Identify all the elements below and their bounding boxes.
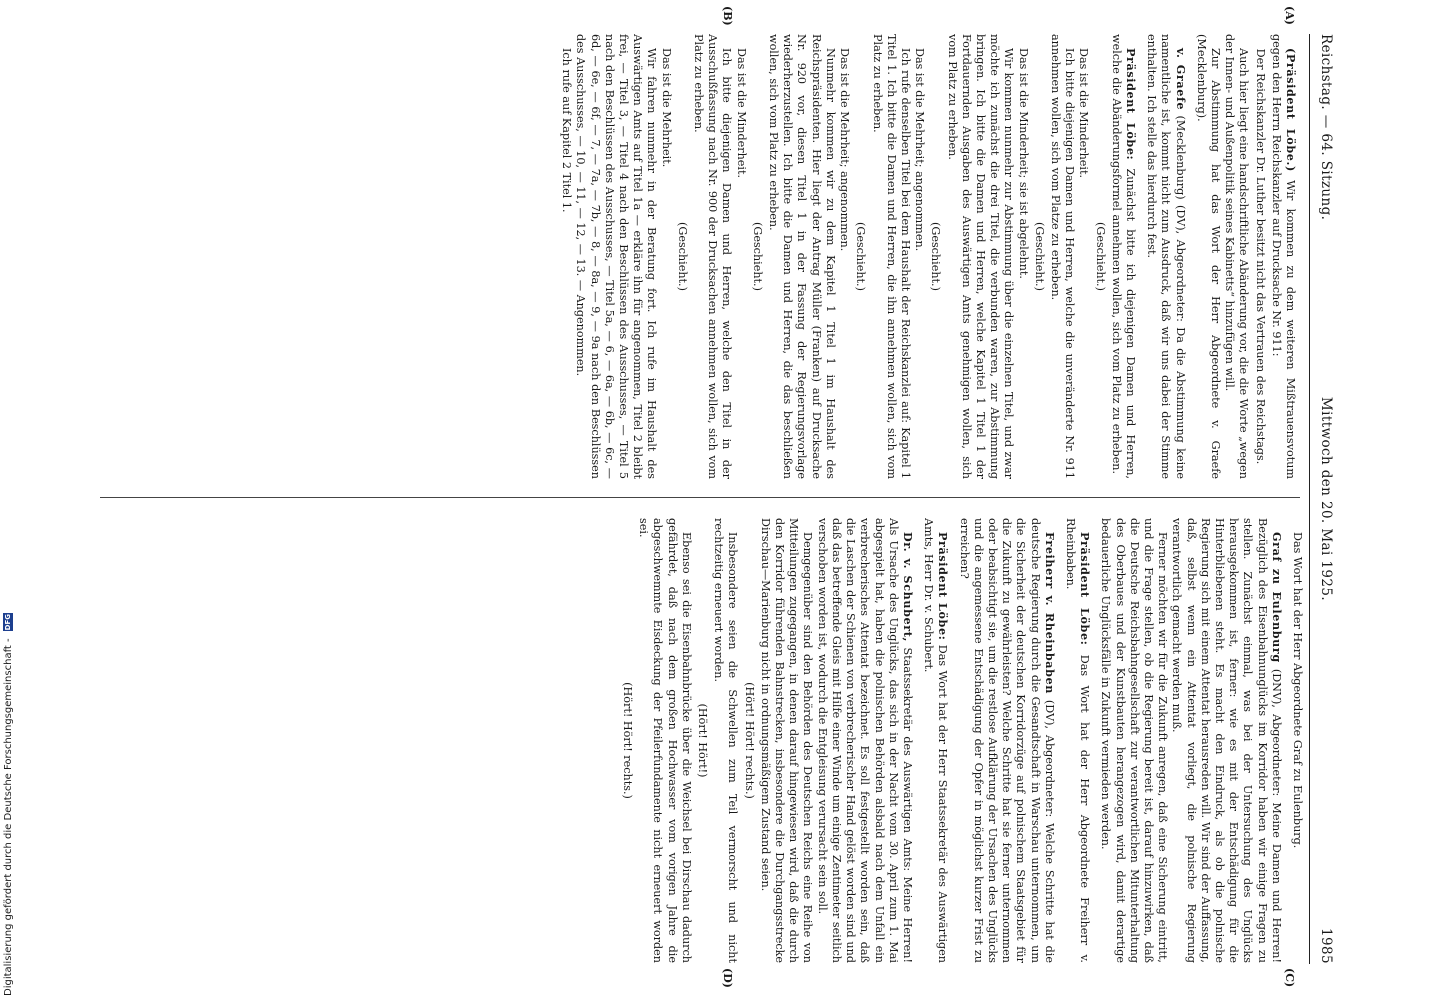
paragraph (1269, 34, 1298, 479)
header-date: Mittwoch den 20. Mai 1925. (1318, 396, 1334, 602)
paragraph-text: Wir kommen zu dem weiteren Mißtrauensvotum gegen den Herrn Reichskanzler auf Drucksache Nr. 911: (1269, 34, 1297, 479)
paragraph (733, 34, 747, 479)
paragraph (837, 34, 851, 479)
paragraph (1098, 518, 1169, 963)
speaker-name: Dr. v. Schubert, (900, 532, 915, 643)
speaker-name: (Präsident Löbe.) (1284, 48, 1298, 172)
paragraph (869, 34, 912, 479)
paragraph-text: Wir fahren nunmehr in der Beratung fort. Ich rufe im Haushalt des Auswärtigen Amts auf Titel 1a — erkläre ihn für angenommen, Titel 2 bleibt frei, — Titel 3, — Titel 4 nach den Beschlüssen des Ausschusses, — Titel 5 nach den Beschlüssen des Ausschusses, — Titel 5a, — 6, — 6a, — 6b, — 6c, — 6d, — 6e, — 6f, — 7, — 7a, — 7b, — 8, — 8a, — 9, — 9a nach den Beschlüssen des Ausschusses, — 10, — 11, — 12, — 13. — Angenommen. (574, 34, 659, 479)
stage-direction: (Geschieht.) (1093, 222, 1107, 291)
paragraph (1063, 518, 1092, 963)
paragraph-text: Ich bitte diejenigen Damen und Herren, welche den Titel in der Ausschußfassung nach Nr. 900 der Drucksachen annehmen wollen, sich vom Platz zu erheben. (692, 34, 734, 479)
paragraph-text: Ich rufe denselben Titel bei dem Haushalt der Reichskanzlei auf: Kapitel 1 Titel 1. Ich bitte die Damen und Herren, die ihn annehmen wollen, sich vom Platz zu erheben. (870, 34, 912, 479)
paragraph-text: Ich rufe auf Kapitel 2 Titel 1. (560, 48, 574, 213)
paragraph-text: Demgegenüber sind den Behörden des Deutschen Reichs eine Reihe von Mitteilungen zugegangen, in denen darauf hingewiesen wird, daß die durch den Korridor führenden Bahnstrecken, insbesondere die Durchgangsstrecke Dirschau—Marienburg nicht in ordnungsmäßigem Zustand seien. (758, 518, 815, 963)
stage-direction: (Geschieht.) (750, 222, 764, 291)
paragraph (1222, 34, 1250, 479)
stage-direction: (Hört! Hört!) (696, 703, 710, 778)
paragraph-text: Das ist die Mehrheit; angenommen. (913, 48, 927, 252)
paragraph (636, 518, 693, 963)
stage-direction: (Geschieht.) (675, 222, 689, 291)
speaker-name: Freiherr v. Rheinbaben (1042, 532, 1057, 695)
header-rule (1309, 34, 1310, 964)
paragraph-text: Das Wort hat der Herr Staatssekretär des Auswärtigen Amts, Herr Dr. v. Schubert. (922, 518, 950, 964)
paragraph (573, 34, 658, 479)
stage-direction: (Geschieht.) (1032, 222, 1046, 291)
paragraph-text: Zur Abstimmung hat das Wort der Herr Abgeordnete v. Graefe (Mecklenburg). (1194, 34, 1222, 479)
column-divider (100, 497, 1300, 498)
paragraph-text: Das Wort hat der Herr Abgeordnete Graf zu Eulenburg. (1291, 532, 1304, 849)
paragraph (711, 518, 739, 963)
stage-direction: (Hört! Hört! rechts.) (742, 682, 756, 799)
page-number: 1985 (1318, 928, 1334, 964)
stage-direction: Der Reichskanzler Dr. Luther besitzt nicht das Vertrauen des Reichstags. (1253, 48, 1267, 465)
paragraph (758, 518, 815, 963)
margin-marker-d: (D) (721, 968, 734, 988)
paragraph-text: Auch hier liegt eine handschriftliche Abänderung vor, die die Worte „wegen der Innen- und Außenpolitik seines Kabinetts“ hinzufügen will. (1223, 34, 1251, 479)
speaker-name: v. Graefe (1173, 48, 1188, 111)
paragraph (1109, 34, 1138, 479)
paragraph (956, 518, 1056, 963)
margin-marker-b: (B) (721, 6, 734, 26)
footer-text: Digitalisierung gefördert durch die Deutsche Forschungsgemeinschaft - (3, 638, 14, 996)
speaker-name: Präsident Löbe: (936, 532, 951, 641)
paragraph (921, 518, 950, 963)
paragraph (691, 34, 734, 479)
paragraph (815, 518, 915, 963)
paragraph (766, 34, 837, 479)
margin-marker-a: (A) (1283, 6, 1296, 25)
paragraph-text: Zunächst bitte ich diejenigen Damen und Herren, welche die Abänderungsformel annehmen wollen, sich vom Platz zu erheben. (1109, 34, 1137, 479)
paragraph-text: Ebenso sei die Eisenbahnbrücke über die Weichsel bei Dirschau dadurch gefährdet, daß nach dem großen Hochwasser vom vorigen Jahre die abgeschwemmte Eisdeckung der Pfeilerfundamente nicht erneuert worden sei. (637, 518, 693, 963)
paragraph-text: Staatssekretär des Auswärtigen Amts: Meine Herren! Als Ursache des Unglücks, das sich in der Nacht vom 30. April zum 1. Mai abgespielt hat, haben die polnischen Behörden alsbald nach dem Unfall ein verbrecherisches Attentat bezeichnet. Es soll festgestellt worden sein, daß die Laschen der Schienen von verbrecherischer Hand gelöst worden sind und daß das betreffende Gleis mit Hilfe einer Winde um einige Zentimeter seitlich verschoben worden ist, wodurch die Entgleisung verursacht sein soll. (815, 518, 914, 963)
paragraph-text: (DNV), Abgeordneter: Meine Damen und Herren! Bezüglich des Eisenbahnunglücks im Korridor haben wir einige Fragen zu stellen. Zunächst einmal, was bei der Untersuchung des Unglücks herausgekommen ist, ferner: wie es mit der Entschädigung für die Hinterbliebenen steht. Es macht den Eindruck, als ob die polnische Regierung sich mit einem Attentat herausreden will. Wir sind der Auffassung, daß, selbst wenn ein Attentat vorliegt, die polnische Regierung verantwortlich gemacht werden muß. (1170, 518, 1283, 963)
paragraph (1015, 34, 1029, 479)
paragraph (1076, 34, 1090, 479)
paragraph-text: Ich bitte diejenigen Damen und Herren, welche die unveränderte Nr. 911 annehmen wollen, sich vom Platze zu erheben. (1048, 34, 1077, 479)
stage-direction: (Geschieht.) (929, 222, 943, 291)
paragraph (1048, 34, 1076, 479)
paragraph-text: Das ist die Minderheit. (1077, 48, 1091, 179)
paragraph (1144, 34, 1188, 479)
speaker-name: Graf zu Eulenburg (1269, 532, 1284, 663)
paragraph (912, 34, 926, 479)
paragraph (1169, 518, 1284, 963)
paragraph (559, 34, 573, 479)
header-session: Reichstag. — 64. Sitzung. (1318, 34, 1334, 221)
footer-credit (2, 604, 16, 996)
paragraph-text: (DV), Abgeordneter: Welche Schritte hat die deutsche Regierung durch die Gesandtschaft in Warschau unternommen, um die Sicherheit der deutschen Korridorzüge auf polnischem Staatsgebiet für die Zukunft zu gewährleisten? Welche Schritte hat sie ferner unternommen oder beabsichtigt sie, um die restlose Aufklärung der Ursachen des Unglücks und die angemessene Entschädigung der Opfer in möglichst kurzer Frist zu erreichen? (957, 518, 1056, 963)
paragraph-text: Das ist die Minderheit; sie ist abgelehnt. (1016, 48, 1030, 279)
paragraph (1194, 34, 1222, 479)
paragraph (944, 34, 1015, 479)
paragraph-text: Das ist die Mehrheit; angenommen. (838, 48, 852, 252)
dfg-logo-icon: DFG (4, 614, 12, 631)
paragraph-text: Nunmehr kommen wir zu dem Kapitel 1 Titel 1 im Haushalt des Reichspräsidenten. Hier liegt der Antrag Müller (Franken) auf Drucksache Nr. 920 vor, diesen Titel 1 in der Fassung der Regierungsvorlage wiederherzustellen. Ich bitte die Damen und Herren, die das beschließen wollen, sich vom Platz zu erheben. (767, 34, 837, 479)
margin-marker-c: (C) (1283, 968, 1296, 988)
paragraph-text: Das ist die Minderheit. (734, 48, 748, 179)
paragraph-text: Wir kommen nunmehr zur Abstimmung über die einzelnen Titel, und zwar möchte ich zunächst die drei Titel, die verbunden waren, zur Abstimmung bringen. Ich bitte die Damen und Herren, welche Kapitel 1 Titel 1 der Fortdauernden Ausgaben des Auswärtigen Amts genehmigen wollen, sich vom Platz zu erheben. (945, 34, 1016, 479)
speaker-name: Präsident Löbe: (1123, 48, 1138, 161)
stage-direction: (Geschieht.) (854, 222, 868, 291)
stage-direction: (Hört! Hört! rechts.) (621, 682, 635, 799)
paragraph (1290, 518, 1304, 963)
paragraph-text: Das ist die Mehrheit. (659, 48, 673, 168)
paragraph (658, 34, 672, 479)
paragraph-text: Insbesondere seien die Schwellen zum Teil vermorscht und nicht rechtzeitig erneuert worden. (712, 518, 740, 963)
page-header (1314, 34, 1334, 964)
speaker-name: Präsident Löbe: (1078, 532, 1093, 646)
left-column (559, 34, 1304, 479)
right-column (618, 518, 1304, 963)
paragraph-text: (Mecklenburg) (DV), Abgeordneter: Da die Abstimmung keine namentliche ist, kommt nicht zum Ausdruck, daß wir uns dabei der Stimme enthalten. Ich stelle das hierdurch fest. (1145, 34, 1187, 479)
paragraph-text: Ferner möchten wir für die Zukunft anregen, daß eine Sicherung eintritt, und die Frage stellen, ob die Regierung bereit ist, darauf hinzuwirken, daß die Deutsche Reichsbahngesellschaft zur verantwortlichen Mitunterhaltung des Oberbaues und der Kunstbauten herangezogen wird, damit derartige bedauerliche Unglücksfälle in Zukunft vermieden werden. (1099, 518, 1170, 963)
paragraph-text: Das Wort hat der Herr Abgeordnete Freiherr v. Rheinbaben. (1063, 518, 1092, 963)
